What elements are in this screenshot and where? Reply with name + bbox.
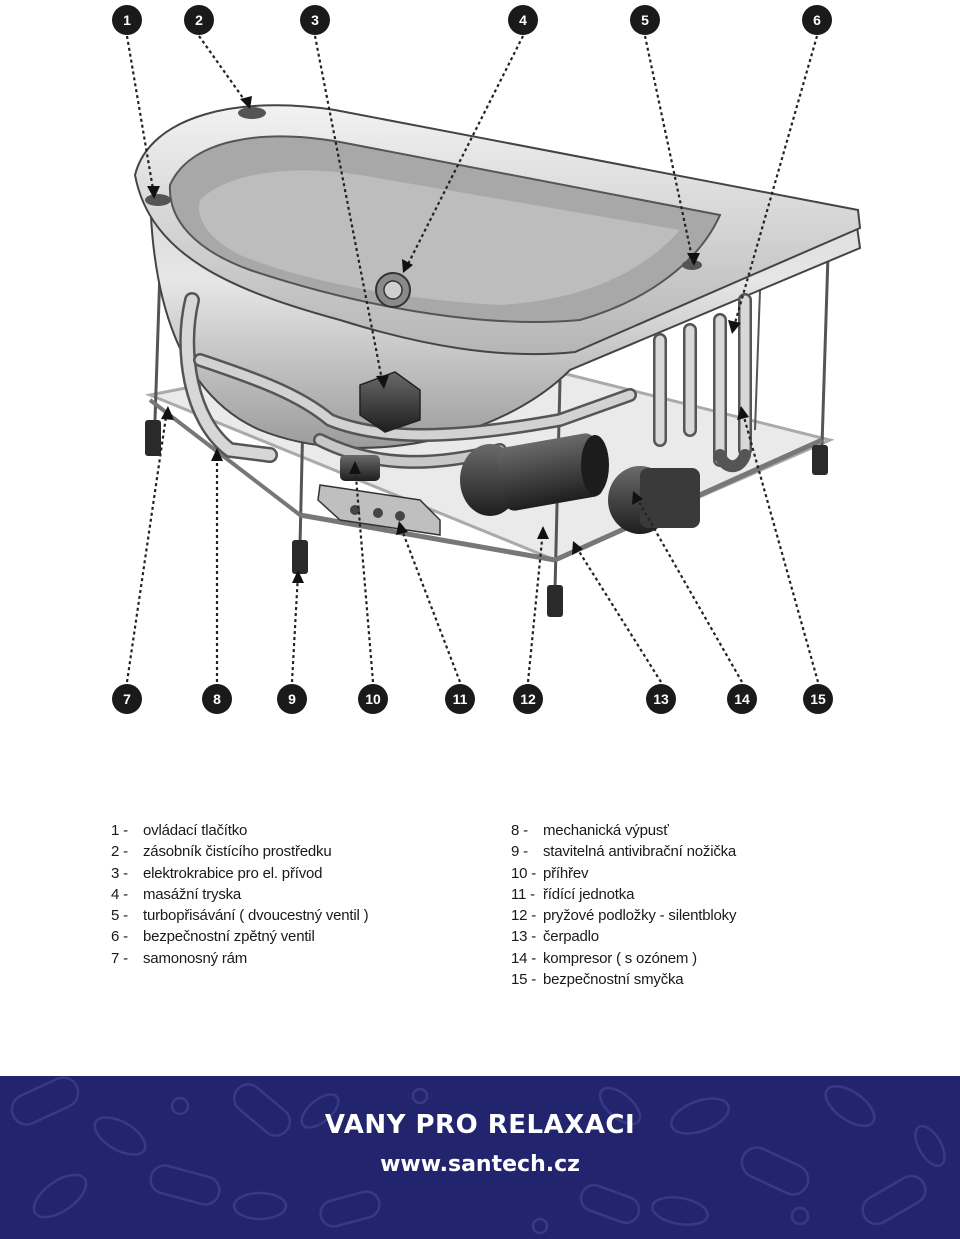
legend-left-column: [111, 820, 368, 969]
legend-item-text: řídící jednotka: [543, 885, 635, 903]
legend-item: [111, 884, 368, 905]
heater-unit: [340, 455, 380, 481]
svg-text:12: 12: [520, 691, 536, 707]
legend-item-text: masážní tryska: [143, 885, 242, 903]
svg-text:4: 4: [519, 12, 527, 28]
callout-badge-3: [300, 5, 330, 35]
svg-text:13: 13: [653, 691, 669, 707]
legend-item: [511, 863, 736, 884]
legend-item-text: mechanická výpusť: [543, 822, 669, 839]
legend-item-number: 10 -: [511, 864, 537, 882]
legend-item: [511, 926, 736, 947]
svg-text:3: 3: [311, 12, 319, 28]
callout-badge-10: [358, 684, 388, 714]
legend-item-number: 6 -: [111, 928, 128, 946]
svg-text:15: 15: [810, 691, 826, 707]
legend-right-column: [511, 820, 736, 990]
legend-item: [511, 948, 736, 969]
legend-item: [511, 969, 736, 990]
legend-item: [511, 905, 736, 926]
callout-badge-12: [513, 684, 543, 714]
legend-item-number: 4 -: [111, 885, 128, 903]
legend-item-text: ovládací tlačítko: [143, 822, 248, 839]
legend-item-text: kompresor ( s ozónem ): [543, 949, 697, 967]
legend-item-number: 5 -: [111, 907, 128, 925]
legend-item-text: čerpadlo: [543, 928, 599, 946]
callout-badge-9: [277, 684, 307, 714]
legend-item: [511, 820, 736, 841]
callout-badge-6: [802, 5, 832, 35]
callout-badge-14: [727, 684, 757, 714]
legend-item-text: pryžové podložky - silentbloky: [543, 907, 737, 925]
callout-badge-4: [508, 5, 538, 35]
legend-item-number: 7 -: [111, 949, 128, 967]
legend-item-number: 1 -: [111, 822, 128, 839]
callout-badge-11: [445, 684, 475, 714]
legend-item-text: zásobník čistícího prostředku: [143, 843, 332, 861]
svg-text:9: 9: [288, 691, 296, 707]
legend-item-text: turbopřisávání ( dvoucestný ventil ): [143, 907, 369, 925]
legend-item-number: 9 -: [511, 843, 528, 861]
svg-text:8: 8: [213, 691, 221, 707]
legend-item-text: samonosný rám: [143, 949, 248, 967]
callout-badge-8: [202, 684, 232, 714]
svg-text:10: 10: [365, 691, 381, 707]
callout-badge-15: [803, 684, 833, 714]
svg-text:6: 6: [813, 12, 821, 28]
legend-item-number: 12 -: [511, 907, 537, 925]
legend-item: [111, 905, 368, 926]
legend-item-number: 15 -: [511, 971, 537, 989]
callout-badge-1: [112, 5, 142, 35]
svg-text:14: 14: [734, 691, 750, 707]
svg-text:1: 1: [123, 12, 131, 28]
svg-text:2: 2: [195, 12, 203, 28]
callout-badge-5: [630, 5, 660, 35]
legend-item-number: 11 -: [511, 885, 535, 903]
legend-item-text: příhřev: [543, 864, 589, 882]
legend-item: [511, 884, 736, 905]
legend-item-text: bezpečnostní smyčka: [543, 971, 684, 989]
legend-item-number: 13 -: [511, 928, 537, 946]
callout-badge-13: [646, 684, 676, 714]
svg-text:7: 7: [123, 691, 131, 707]
footer-title: VANY PRO RELAXACI: [324, 1110, 636, 1140]
legend-item: [111, 948, 368, 969]
legend-item: [111, 841, 368, 862]
legend-item-number: 3 -: [111, 864, 128, 882]
compressor: [608, 466, 700, 534]
legend-item-text: stavitelná antivibrační nožička: [543, 843, 737, 861]
svg-text:5: 5: [641, 12, 649, 28]
legend-item-number: 14 -: [511, 949, 537, 967]
legend-item-number: 8 -: [511, 822, 528, 839]
svg-text:11: 11: [452, 691, 468, 707]
legend-item: [111, 863, 368, 884]
legend-item: [111, 926, 368, 947]
legend-item-text: elektrokrabice pro el. přívod: [143, 864, 323, 882]
footer-website-link[interactable]: www.santech.cz: [380, 1152, 580, 1177]
legend-item-text: bezpečnostní zpětný ventil: [143, 928, 315, 946]
callout-badge-7: [112, 684, 142, 714]
legend-item: [111, 820, 368, 841]
legend-item: [511, 841, 736, 862]
callout-badge-2: [184, 5, 214, 35]
legend-item-number: 2 -: [111, 843, 128, 861]
